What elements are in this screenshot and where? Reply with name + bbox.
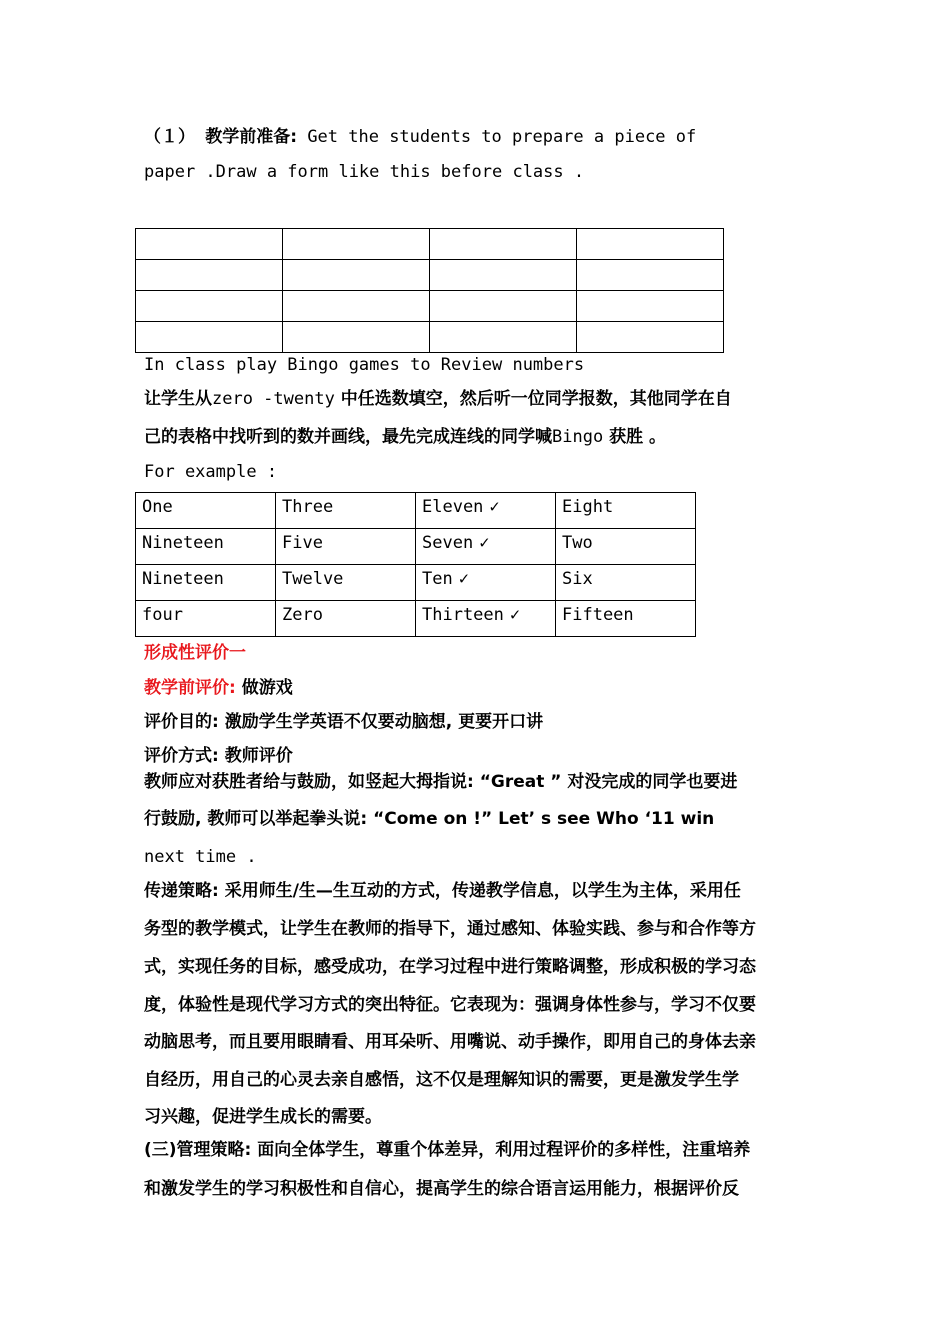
- strategy-line: 习兴趣，促进学生成长的需要。: [144, 1107, 382, 1127]
- example-cell: One: [136, 493, 276, 529]
- example-cell: Zero: [276, 601, 416, 637]
- example-row: [136, 601, 696, 637]
- checkmark-icon: ✓: [479, 533, 490, 553]
- empty-form-cell: [136, 322, 283, 353]
- example-cell: Six: [556, 565, 696, 601]
- empty-form-row: [136, 229, 724, 260]
- prep-line-1: [144, 127, 696, 147]
- example-cell: Thirteen ✓: [416, 601, 556, 637]
- empty-form-cell: [136, 229, 283, 260]
- strategy-line: 传递策略: 采用师生/生—生互动的方式，传递教学信息，以学生为主体，采用任: [144, 881, 741, 901]
- empty-form-cell: [136, 260, 283, 291]
- empty-form-row: [136, 260, 724, 291]
- empty-form-cell: [577, 260, 724, 291]
- instruction-line-2: 己的表格中找听到的数并画线，最先完成连线的同学喊Bingo 获胜 。: [144, 427, 667, 447]
- example-bingo-table: [135, 492, 696, 637]
- example-cell: four: [136, 601, 276, 637]
- encourage-line-3: next time .: [144, 847, 257, 867]
- example-cell: Ten ✓: [416, 565, 556, 601]
- checkmark-icon: ✓: [509, 605, 521, 625]
- prep-text-1: Get the students to prepare a piece of: [307, 127, 697, 147]
- evaluation-purpose: 评价目的: 激励学生学英语不仅要动脑想, 更要开口讲: [144, 712, 544, 732]
- empty-form-cell: [577, 291, 724, 322]
- example-row: [136, 493, 696, 529]
- in-class-text: In class play Bingo games to Review numbers: [144, 355, 585, 375]
- example-cell: Five: [276, 529, 416, 565]
- example-cell: Nineteen: [136, 529, 276, 565]
- for-example-label: For example :: [144, 462, 278, 482]
- prep-text-2: paper .Draw a form like this before class .: [144, 162, 585, 182]
- checkmark-icon: ✓: [489, 497, 500, 517]
- evaluation-heading: 形成性评价一: [144, 643, 246, 663]
- checkmark-icon: ✓: [458, 569, 469, 589]
- empty-form-cell: [577, 229, 724, 260]
- pre-evaluation-label: 教学前评价:: [144, 678, 236, 698]
- prep-number: （１）: [144, 127, 195, 147]
- example-cell: Twelve: [276, 565, 416, 601]
- strategy-line: 务型的教学模式，让学生在教师的指导下，通过感知、体验实践、参与和合作等方: [144, 919, 756, 939]
- strategy-line: 式，实现任务的目标，感受成功，在学习过程中进行策略调整，形成积极的学习态: [144, 957, 756, 977]
- example-cell: Eleven ✓: [416, 493, 556, 529]
- example-cell: Eight: [556, 493, 696, 529]
- example-cell: Fifteen: [556, 601, 696, 637]
- empty-form-cell: [430, 229, 577, 260]
- pre-evaluation: [144, 678, 293, 698]
- strategy-line: 动脑思考，而且要用眼睛看、用耳朵听、用嘴说、动手操作，即用自己的身体去亲: [144, 1032, 756, 1052]
- example-cell: Three: [276, 493, 416, 529]
- empty-form-cell: [283, 229, 430, 260]
- prep-label: 教学前准备:: [205, 127, 298, 147]
- empty-form-cell: [283, 260, 430, 291]
- example-cell: Nineteen: [136, 565, 276, 601]
- example-cell: Seven ✓: [416, 529, 556, 565]
- strategy-line: 自经历，用自己的心灵去亲自感悟，这不仅是理解知识的需要，更是激发学生学: [144, 1070, 739, 1090]
- empty-form-cell: [283, 291, 430, 322]
- pre-evaluation-text: 做游戏: [235, 678, 293, 698]
- management-line: 和激发学生的学习积极性和自信心，提高学生的综合语言运用能力，根据评价反: [144, 1179, 739, 1199]
- example-row: [136, 565, 696, 601]
- empty-bingo-form: [135, 228, 724, 353]
- empty-form-cell: [430, 291, 577, 322]
- empty-form-row: [136, 291, 724, 322]
- empty-form-cell: [577, 322, 724, 353]
- instruction-line-1: 让学生从zero -twenty 中任选数填空，然后听一位同学报数，其他同学在自: [144, 389, 732, 409]
- encourage-line-2: 行鼓励, 教师可以举起拳头说: “Come on !” Let’ s see Who ‘11 win: [144, 809, 715, 829]
- empty-form-cell: [283, 322, 430, 353]
- example-row: [136, 529, 696, 565]
- strategy-line: 度，体验性是现代学习方式的突出特征。它表现为：强调身体性参与，学习不仅要: [144, 995, 756, 1015]
- empty-form-row: [136, 322, 724, 353]
- encourage-line-1: 教师应对获胜者给与鼓励，如竖起大拇指说: “Great ” 对没完成的同学也要进: [144, 772, 738, 792]
- empty-form-cell: [136, 291, 283, 322]
- evaluation-method: 评价方式: 教师评价: [144, 746, 293, 766]
- management-line: (三)管理策略: 面向全体学生，尊重个体差异，利用过程评价的多样性，注重培养: [144, 1140, 751, 1160]
- empty-form-cell: [430, 260, 577, 291]
- empty-form-cell: [430, 322, 577, 353]
- example-cell: Two: [556, 529, 696, 565]
